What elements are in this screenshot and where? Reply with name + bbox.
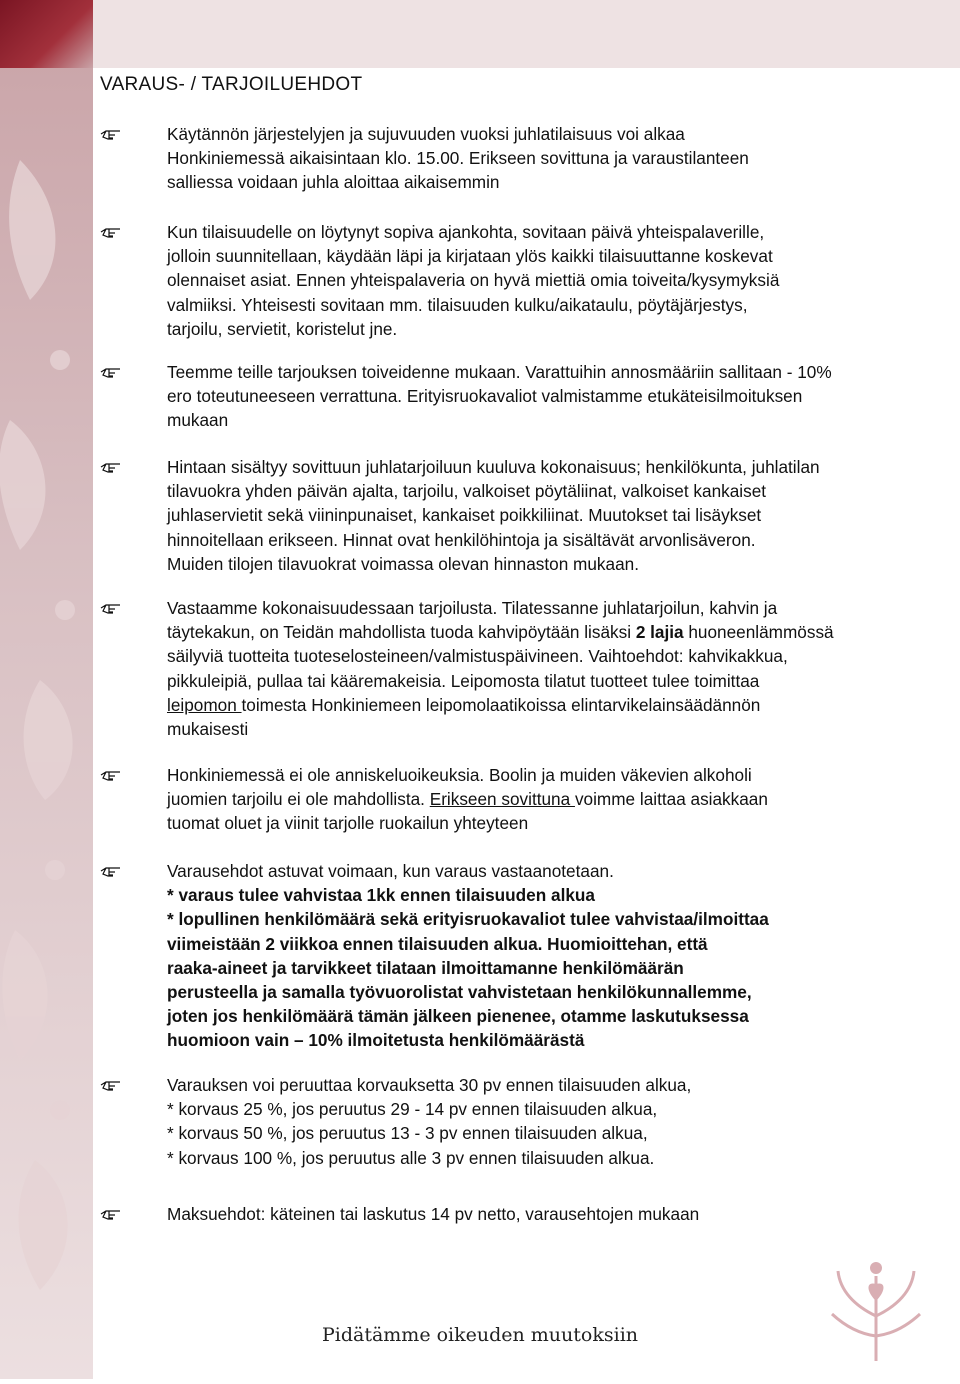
- item-line: tuomat oluet ja viinit tarjolle ruokailun yhteyteen: [167, 813, 529, 834]
- terms-item: [100, 1202, 935, 1226]
- item-line: hinnoitellaan erikseen. Hinnat ovat henkilöhintoja ja sisältävät arvonlisäveron.: [167, 529, 756, 550]
- text-run: toimesta Honkiniemeen leipomolaatikoissa elintarvikelainsäädännön: [241, 694, 761, 715]
- bold-line: viimeistään 2 viikkoa ennen tilaisuuden alkua. Huomioittehan, että: [167, 933, 708, 954]
- terms-item: [100, 763, 935, 836]
- bold-line: perusteella ja samalla työvuorolistat vahvistetaan henkilökunnallemme,: [167, 982, 752, 1003]
- bold-line: * varaus tulee vahvistaa 1kk ennen tilaisuuden alkua: [167, 885, 595, 906]
- terms-item: [100, 122, 935, 195]
- item-line: säilyviä tuotteita tuoteselosteineen/valmistuspäivineen. Vaihtoehdot: kahvikakkua,: [167, 646, 788, 667]
- terms-item: [100, 596, 935, 741]
- item-line: olennaiset asiat. Ennen yhteispalaveria on hyvä miettiä omia toiveita/kysymyksiä: [167, 270, 780, 291]
- item-line: Vastaamme kokonaisuudessaan tarjoilusta. Tilatessanne juhlatarjoilun, kahvin ja: [167, 598, 778, 618]
- underlined-text-run: leipomon: [167, 694, 242, 715]
- page-title: VARAUS- / TARJOILUEHDOT: [100, 74, 363, 95]
- item-line: ero toteutuneeseen verrattuna. Erityisruokavaliot valmistamme etukäteisilmoituksen: [167, 386, 803, 407]
- item-line: pikkuleipiä, pullaa tai kääremakeisia. Leipomosta tilatut tuotteet tulee toimittaa: [167, 670, 760, 691]
- bold-line: huomioon vain – 10% ilmoitetusta henkilömäärästä: [167, 1030, 585, 1051]
- item-line: Honkiniemessä aikaisintaan klo. 15.00. Erikseen sovittuna ja varaustilanteen: [167, 148, 749, 169]
- floral-ornament-icon: [820, 1256, 932, 1366]
- terms-item: [100, 220, 935, 341]
- hand-pointing-right-icon: [100, 599, 122, 615]
- item-line: valmiiksi. Yhteisesti sovitaan mm. tilaisuuden kulku/aikataulu, pöytäjärjestys,: [167, 294, 748, 315]
- terms-item: [100, 455, 935, 576]
- hand-pointing-right-icon: [100, 862, 122, 878]
- text-run: juomien tarjoilu ei ole mahdollista.: [167, 789, 430, 810]
- item-line: tarjoilu, servietit, koristelut jne.: [167, 318, 398, 339]
- bold-line: * lopullinen henkilömäärä sekä erityisruokavaliot tulee vahvistaa/ilmoittaa: [167, 909, 769, 930]
- item-line: * korvaus 100 %, jos peruutus alle 3 pv ennen tilaisuuden alkua.: [167, 1147, 655, 1168]
- terms-item: [100, 859, 935, 1053]
- item-line: * korvaus 25 %, jos peruutus 29 - 14 pv ennen tilaisuuden alkua,: [167, 1099, 658, 1120]
- decorative-corner: [0, 0, 93, 68]
- hand-pointing-right-icon: [100, 1205, 122, 1221]
- terms-item: [100, 360, 935, 433]
- item-line: juhlaservietit sekä viininpunaiset, kankaiset poikkiliinat. Muutokset tai lisäykset: [167, 505, 762, 526]
- item-line: Teemme teille tarjouksen toiveidenne mukaan. Varattuihin annosmääriin sallitaan - 10%: [167, 362, 832, 382]
- hand-pointing-right-icon: [100, 223, 122, 239]
- item-line: Muiden tilojen tilavuokrat voimassa olevan hinnaston mukaan.: [167, 553, 639, 574]
- hand-pointing-right-icon: [100, 363, 122, 379]
- text-run: huoneenlämmössä: [683, 622, 834, 643]
- item-line: [167, 620, 935, 644]
- decorative-left-band: [0, 0, 93, 1379]
- item-line: Käytännön järjestelyjen ja sujuvuuden vuoksi juhlatilaisuus voi alkaa: [167, 124, 685, 144]
- item-line: * korvaus 50 %, jos peruutus 13 - 3 pv ennen tilaisuuden alkua,: [167, 1123, 648, 1144]
- hand-pointing-right-icon: [100, 125, 122, 141]
- bold-line: raaka-aineet ja tarvikkeet tilataan ilmoittamanne henkilömäärän: [167, 957, 684, 978]
- item-line: salliessa voidaan juhla aloittaa aikaisemmin: [167, 172, 500, 193]
- hand-pointing-right-icon: [100, 766, 122, 782]
- item-line: [167, 693, 935, 717]
- item-line: Honkiniemessä ei ole anniskeluoikeuksia. Boolin ja muiden väkevien alkoholi: [167, 765, 752, 785]
- bold-text-run: 2 lajia: [635, 622, 684, 643]
- item-line: Kun tilaisuudelle on löytynyt sopiva ajankohta, sovitaan päivä yhteispalaverille,: [167, 222, 765, 242]
- item-line: mukaan: [167, 410, 229, 431]
- item-line: Varauksen voi peruuttaa korvauksetta 30 pv ennen tilaisuuden alkua,: [167, 1075, 692, 1095]
- item-line: [167, 787, 935, 811]
- item-line: tilavuokra yhden päivän ajalta, tarjoilu, valkoiset pöytäliinat, valkoiset kankaiset: [167, 481, 767, 502]
- item-line: Varausehdot astuvat voimaan, kun varaus vastaanotetaan.: [167, 861, 614, 881]
- item-line: jolloin suunnitellaan, käydään läpi ja kirjataan ylös kaikki tilaisuuttanne koskevat: [167, 246, 773, 267]
- item-line: Hintaan sisältyy sovittuun juhlatarjoiluun kuuluva kokonaisuus; henkilökunta, juhlatilan: [167, 457, 820, 477]
- item-line: Maksuehdot: käteinen tai laskutus 14 pv netto, varausehtojen mukaan: [167, 1204, 700, 1224]
- hand-pointing-right-icon: [100, 458, 122, 474]
- text-run: täytekakun, on Teidän mahdollista tuoda kahvipöytään lisäksi: [167, 622, 636, 643]
- terms-item: [100, 1073, 935, 1170]
- hand-pointing-right-icon: [100, 1076, 122, 1092]
- floral-ornament-icon: [0, 0, 93, 1379]
- bold-line: joten jos henkilömäärä tämän jälkeen pienenee, otamme laskutuksessa: [167, 1006, 749, 1027]
- footer-note: Pidätämme oikeuden muutoksiin: [321, 1324, 639, 1346]
- item-line: mukaisesti: [167, 719, 249, 740]
- decorative-top-band: [93, 0, 960, 68]
- text-run: voimme laittaa asiakkaan: [574, 789, 768, 810]
- underlined-text-run: Erikseen sovittuna: [429, 789, 575, 810]
